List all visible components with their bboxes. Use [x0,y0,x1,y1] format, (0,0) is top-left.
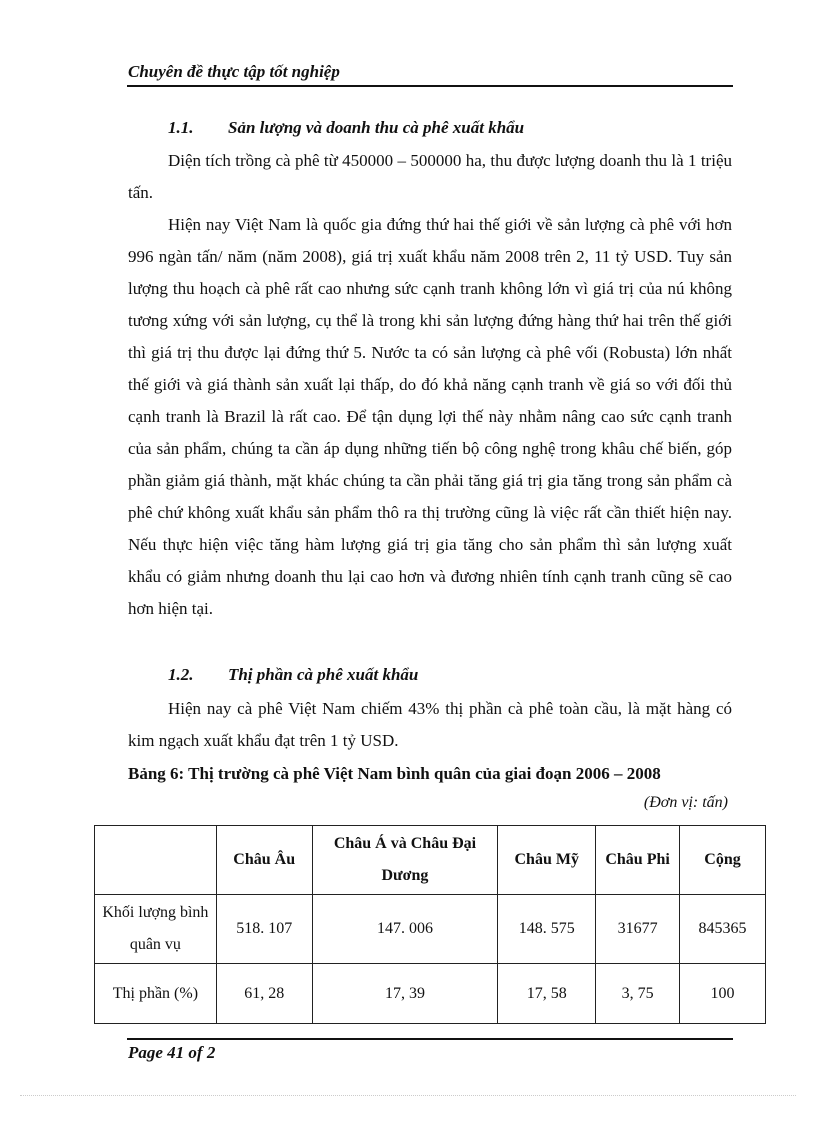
table-cell: 17, 39 [312,964,498,1024]
section-title: Sản lượng và doanh thu cà phê xuất khẩu [228,118,525,137]
table-header-row [95,826,766,895]
paragraph: Diện tích trồng cà phê từ 450000 – 500000 ha, thu được lượng doanh thu là 1 triệu tấn. [128,151,732,202]
page-bottom-border [20,1095,796,1096]
table-cell: 3, 75 [596,964,680,1024]
table-header-cell: Châu Phi [596,826,680,895]
table-header-cell: Châu Á và Châu Đại Dương [312,826,498,895]
market-share-table [94,825,766,1024]
table-row [95,895,766,964]
table-header-cell: Châu Mỹ [498,826,596,895]
section-1-2-body [128,693,732,757]
table-unit: (Đơn vị: tấn) [643,794,728,811]
table-cell: 148. 575 [498,895,596,964]
table-cell: 61, 28 [216,964,312,1024]
paragraph: Hiện nay cà phê Việt Nam chiếm 43% thị phần cà phê toàn cầu, là mặt hàng có kim ngạch xuất khẩu đạt trên 1 tỷ USD. [128,699,732,750]
section-1-1-body [128,145,732,625]
table-header-cell: Châu Âu [216,826,312,895]
table-cell: 31677 [596,895,680,964]
table-cell: Thị phần (%) [95,964,217,1024]
section-title: Thị phần cà phê xuất khẩu [228,665,419,684]
section-number: 1.2. [168,665,194,684]
header-rule [127,85,733,87]
table-cell: 147. 006 [312,895,498,964]
paragraph: Hiện nay Việt Nam là quốc gia đứng thứ hai thế giới về sản lượng cà phê với hơn 996 ngàn tấn/ năm (năm 2008), giá trị xuất khẩu năm 2008 trên 2, 11 tỷ USD. Tuy sản lượng thu hoạch cà phê rất cao nhưng sức cạnh tranh không lớn vì giá trị của nú không tương xứng với sản lượng, cụ thể là trong khi sản lượng đứng hàng thứ hai trên thế giới thì giá trị thu được lại đứng thứ 5. Nước ta có sản lượng cà phê vối (Robusta) lớn nhất thế giới và giá thành sản xuất lại thấp, do đó khả năng cạnh tranh về giá so với đối thủ cạnh tranh là Brazil là rất cao. Để tận dụng lợi thế này nhằm nâng cao sức cạnh tranh của sản phẩm, chúng ta cần áp dụng những tiến bộ công nghệ trong khâu chế biến, góp phần giảm giá thành, mặt khác chúng ta cần phải tăng giá trị gia tăng trong sản phẩm cà phê chứ không xuất khẩu sản phẩm thô ra thị trường cũng là việc rất cần thiết hiện nay. Nếu thực hiện việc tăng hàm lượng giá trị gia tăng cho sản phẩm thì sản lượng xuất khẩu có giảm nhưng doanh thu lại cao hơn và đương nhiên tính cạnh tranh cũng sẽ cao hơn hiện tại. [128,215,732,618]
table-header-cell: Cộng [680,826,766,895]
footer-rule [127,1038,733,1040]
table-caption: Bảng 6: Thị trường cà phê Việt Nam bình quân của giai đoạn 2006 – 2008 [128,764,661,783]
table-row [95,964,766,1024]
page-footer: Page 41 of 2 [128,1043,216,1062]
section-number: 1.1. [168,118,194,137]
table-cell: 845365 [680,895,766,964]
table-cell: 100 [680,964,766,1024]
page-header-title: Chuyên đề thực tập tốt nghiệp [128,62,340,81]
table-cell: Khối lượng bình quân vụ [95,895,217,964]
table-cell: 17, 58 [498,964,596,1024]
table-cell: 518. 107 [216,895,312,964]
table-header-cell [95,826,217,895]
